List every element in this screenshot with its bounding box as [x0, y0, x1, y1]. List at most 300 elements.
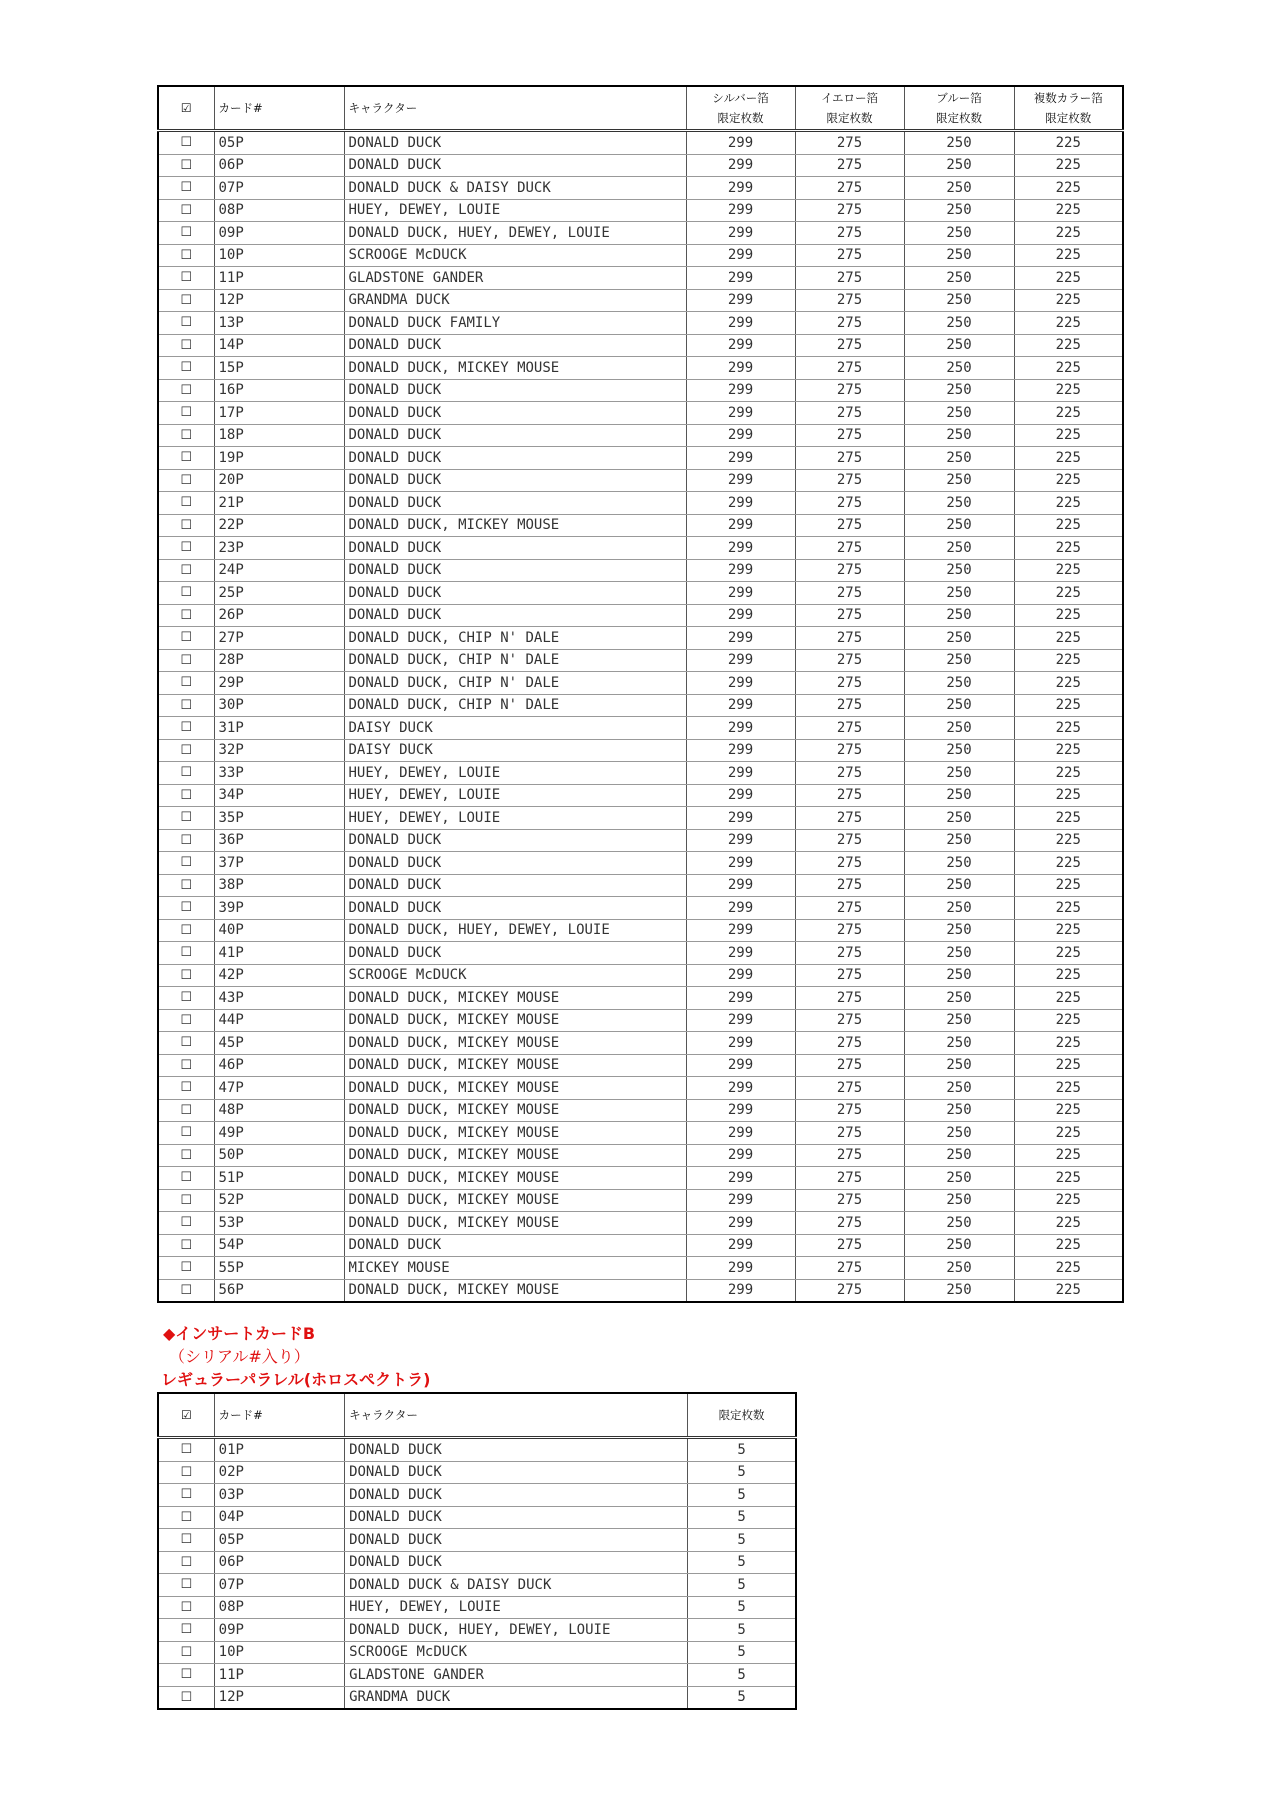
table-row — [158, 1009, 1123, 1032]
multi-color-foil-limit: 225 — [1014, 807, 1123, 830]
row-checkbox[interactable]: ☐ — [158, 424, 214, 447]
multi-color-foil-limit: 225 — [1014, 649, 1123, 672]
card-number: 22P — [214, 514, 344, 537]
row-checkbox[interactable]: ☐ — [158, 762, 214, 785]
character-name: DONALD DUCK — [344, 604, 686, 627]
row-checkbox[interactable]: ☐ — [158, 672, 214, 695]
yellow-foil-limit: 275 — [795, 919, 904, 942]
table-row — [158, 199, 1123, 222]
yellow-foil-limit: 275 — [795, 627, 904, 650]
row-checkbox[interactable]: ☐ — [158, 514, 214, 537]
blue-foil-limit: 250 — [904, 379, 1014, 402]
table-row — [158, 1551, 796, 1574]
row-checkbox[interactable]: ☐ — [158, 694, 214, 717]
row-checkbox[interactable]: ☐ — [158, 222, 214, 245]
silver-foil-limit: 299 — [686, 1144, 795, 1167]
character-name: DONALD DUCK, MICKEY MOUSE — [344, 1212, 686, 1235]
silver-foil-limit: 299 — [686, 1077, 795, 1100]
blue-foil-limit: 250 — [904, 1167, 1014, 1190]
yellow-foil-limit: 275 — [795, 807, 904, 830]
row-checkbox[interactable]: ☐ — [158, 1551, 214, 1574]
card-number: 12P — [214, 1686, 344, 1709]
table-row — [158, 964, 1123, 987]
card-number: 28P — [214, 649, 344, 672]
yellow-foil-limit: 275 — [795, 357, 904, 380]
card-number: 11P — [214, 267, 344, 290]
row-checkbox[interactable]: ☐ — [158, 154, 214, 177]
character-name: HUEY, DEWEY, LOUIE — [344, 762, 686, 785]
multi-color-foil-limit: 225 — [1014, 559, 1123, 582]
card-number-header: カード# — [214, 86, 344, 131]
yellow-foil-limit: 275 — [795, 402, 904, 425]
row-checkbox[interactable]: ☐ — [158, 131, 214, 155]
table-header-row — [158, 1393, 796, 1438]
multi-color-foil-limit: 225 — [1014, 1212, 1123, 1235]
blue-foil-limit: 250 — [904, 131, 1014, 155]
character-name: DONALD DUCK, HUEY, DEWEY, LOUIE — [344, 919, 686, 942]
silver-foil-limit: 299 — [686, 244, 795, 267]
yellow-foil-limit: 275 — [795, 1279, 904, 1302]
multi-color-foil-limit: 225 — [1014, 1099, 1123, 1122]
yellow-foil-limit: 275 — [795, 1234, 904, 1257]
character-name: SCROOGE McDUCK — [344, 964, 686, 987]
silver-foil-limit: 299 — [686, 1167, 795, 1190]
table-row — [158, 717, 1123, 740]
character-name: DONALD DUCK — [345, 1551, 688, 1574]
table-row — [158, 1167, 1123, 1190]
row-checkbox[interactable]: ☐ — [158, 739, 214, 762]
table-row — [158, 222, 1123, 245]
silver-foil-limit: 299 — [686, 1009, 795, 1032]
silver-foil-limit: 299 — [686, 1234, 795, 1257]
row-checkbox[interactable]: ☐ — [158, 492, 214, 515]
row-checkbox[interactable]: ☐ — [158, 1506, 214, 1529]
character-name: DONALD DUCK, HUEY, DEWEY, LOUIE — [345, 1619, 688, 1642]
blue-foil-limit: 250 — [904, 1279, 1014, 1302]
table-row — [158, 1212, 1123, 1235]
row-checkbox[interactable]: ☐ — [158, 1484, 214, 1507]
yellow-foil-limit: 275 — [795, 492, 904, 515]
blue-foil-limit: 250 — [904, 987, 1014, 1010]
card-number: 52P — [214, 1189, 344, 1212]
row-checkbox[interactable]: ☐ — [158, 1212, 214, 1235]
row-checkbox[interactable]: ☐ — [158, 244, 214, 267]
row-checkbox[interactable]: ☐ — [158, 1167, 214, 1190]
row-checkbox[interactable]: ☐ — [158, 942, 214, 965]
table-row — [158, 1054, 1123, 1077]
yellow-foil-limit: 275 — [795, 537, 904, 560]
multi-color-foil-limit: 225 — [1014, 131, 1123, 155]
card-number: 48P — [214, 1099, 344, 1122]
yellow-foil-limit: 275 — [795, 312, 904, 335]
row-checkbox[interactable]: ☐ — [158, 964, 214, 987]
blue-foil-limit: 250 — [904, 964, 1014, 987]
character-name: DONALD DUCK & DAISY DUCK — [345, 1574, 688, 1597]
yellow-foil-limit: 275 — [795, 1122, 904, 1145]
table-row — [158, 649, 1123, 672]
row-checkbox[interactable]: ☐ — [158, 649, 214, 672]
card-number: 06P — [214, 1551, 344, 1574]
blue-foil-limit: 250 — [904, 492, 1014, 515]
blue-foil-limit: 250 — [904, 469, 1014, 492]
card-number: 51P — [214, 1167, 344, 1190]
yellow-foil-limit: 275 — [795, 1099, 904, 1122]
card-number: 02P — [214, 1461, 344, 1484]
character-name: DONALD DUCK — [344, 469, 686, 492]
silver-foil-limit: 299 — [686, 1189, 795, 1212]
multi-color-foil-limit: 225 — [1014, 762, 1123, 785]
row-checkbox[interactable]: ☐ — [158, 1619, 214, 1642]
limit-count: 5 — [688, 1461, 796, 1484]
character-header: キャラクター — [345, 1393, 688, 1438]
card-number-header: カード# — [214, 1393, 344, 1438]
row-checkbox[interactable]: ☐ — [158, 1664, 214, 1687]
card-number: 31P — [214, 717, 344, 740]
multi-color-foil-limit: 225 — [1014, 784, 1123, 807]
blue-foil-limit: 250 — [904, 357, 1014, 380]
row-checkbox[interactable]: ☐ — [158, 1099, 214, 1122]
multi-color-foil-header: 複数カラー箔 限定枚数 — [1014, 86, 1123, 131]
multi-color-foil-limit: 225 — [1014, 897, 1123, 920]
card-number: 53P — [214, 1212, 344, 1235]
table-row — [158, 987, 1123, 1010]
character-name: HUEY, DEWEY, LOUIE — [344, 199, 686, 222]
character-name: DONALD DUCK, MICKEY MOUSE — [344, 357, 686, 380]
silver-foil-limit: 299 — [686, 582, 795, 605]
character-name: DONALD DUCK — [344, 154, 686, 177]
character-name: DONALD DUCK — [344, 852, 686, 875]
table-row — [158, 1077, 1123, 1100]
row-checkbox[interactable]: ☐ — [158, 1144, 214, 1167]
card-number: 37P — [214, 852, 344, 875]
yellow-foil-limit: 275 — [795, 717, 904, 740]
table-row — [158, 1619, 796, 1642]
multi-color-foil-limit: 225 — [1014, 289, 1123, 312]
row-checkbox[interactable]: ☐ — [158, 1257, 214, 1280]
blue-foil-limit: 250 — [904, 1189, 1014, 1212]
blue-foil-limit: 250 — [904, 1212, 1014, 1235]
yellow-foil-limit: 275 — [795, 1167, 904, 1190]
card-number: 10P — [214, 1641, 344, 1664]
silver-foil-limit: 299 — [686, 154, 795, 177]
row-checkbox[interactable]: ☐ — [180, 1282, 193, 1298]
card-number: 19P — [214, 447, 344, 470]
silver-foil-limit: 299 — [686, 492, 795, 515]
table-row — [158, 1234, 1123, 1257]
card-number: 56P — [214, 1279, 344, 1302]
blue-foil-limit: 250 — [904, 447, 1014, 470]
blue-foil-limit: 250 — [904, 1122, 1014, 1145]
character-name: DONALD DUCK — [345, 1506, 688, 1529]
multi-color-foil-limit: 225 — [1014, 1144, 1123, 1167]
row-checkbox[interactable]: ☐ — [158, 919, 214, 942]
row-checkbox[interactable]: ☐ — [158, 582, 214, 605]
blue-foil-limit: 250 — [904, 897, 1014, 920]
character-name: DAISY DUCK — [344, 717, 686, 740]
silver-foil-limit: 299 — [686, 1099, 795, 1122]
multi-color-foil-limit: 225 — [1014, 717, 1123, 740]
blue-foil-limit: 250 — [904, 627, 1014, 650]
table-row — [158, 1144, 1123, 1167]
row-checkbox[interactable]: ☐ — [158, 537, 214, 560]
silver-foil-limit: 299 — [686, 897, 795, 920]
multi-color-foil-limit: 225 — [1014, 222, 1123, 245]
card-number: 44P — [214, 1009, 344, 1032]
row-checkbox[interactable]: ☐ — [158, 402, 214, 425]
blue-foil-limit: 250 — [904, 649, 1014, 672]
row-checkbox[interactable]: ☐ — [158, 1234, 214, 1257]
row-checkbox[interactable]: ☐ — [158, 784, 214, 807]
table-row — [158, 357, 1123, 380]
row-checkbox[interactable]: ☐ — [158, 1461, 214, 1484]
character-name: DONALD DUCK — [344, 897, 686, 920]
check-all-header[interactable]: ☑ — [158, 86, 214, 131]
multi-color-foil-limit: 225 — [1014, 1054, 1123, 1077]
row-checkbox[interactable]: ☐ — [158, 199, 214, 222]
row-checkbox[interactable]: ☐ — [158, 447, 214, 470]
multi-color-foil-limit: 225 — [1014, 1189, 1123, 1212]
row-checkbox[interactable]: ☐ — [158, 267, 214, 290]
row-checkbox[interactable]: ☐ — [158, 379, 214, 402]
card-number: 10P — [214, 244, 344, 267]
card-number: 54P — [214, 1234, 344, 1257]
silver-foil-limit: 299 — [686, 942, 795, 965]
table-row — [158, 469, 1123, 492]
multi-color-foil-limit: 225 — [1014, 357, 1123, 380]
yellow-foil-limit: 275 — [795, 604, 904, 627]
card-number: 34P — [214, 784, 344, 807]
silver-foil-limit: 299 — [686, 537, 795, 560]
table-row — [158, 1122, 1123, 1145]
multi-color-foil-limit: 225 — [1014, 1234, 1123, 1257]
character-header: キャラクター — [344, 86, 686, 131]
card-number: 07P — [214, 177, 344, 200]
table-row — [158, 1257, 1123, 1280]
character-name: DONALD DUCK, HUEY, DEWEY, LOUIE — [344, 222, 686, 245]
blue-foil-limit: 250 — [904, 1054, 1014, 1077]
multi-color-foil-limit: 225 — [1014, 1077, 1123, 1100]
yellow-foil-limit: 275 — [795, 131, 904, 155]
table-row — [158, 1686, 796, 1709]
silver-foil-limit: 299 — [686, 334, 795, 357]
silver-foil-limit: 299 — [686, 131, 795, 155]
card-number: 32P — [214, 739, 344, 762]
yellow-foil-limit: 275 — [795, 897, 904, 920]
row-checkbox[interactable]: ☐ — [158, 177, 214, 200]
row-checkbox[interactable]: ☐ — [158, 559, 214, 582]
character-name: SCROOGE McDUCK — [344, 244, 686, 267]
character-name: DONALD DUCK, CHIP N' DALE — [344, 627, 686, 650]
silver-foil-limit: 299 — [686, 379, 795, 402]
row-checkbox[interactable]: ☐ — [158, 874, 214, 897]
card-number: 16P — [214, 379, 344, 402]
character-name: DONALD DUCK — [344, 402, 686, 425]
character-name: GRANDMA DUCK — [345, 1686, 688, 1709]
row-checkbox[interactable]: ☐ — [158, 1054, 214, 1077]
silver-foil-limit: 299 — [686, 222, 795, 245]
limit-count: 5 — [688, 1438, 796, 1462]
row-checkbox[interactable]: ☐ — [158, 469, 214, 492]
yellow-foil-limit: 275 — [795, 424, 904, 447]
blue-foil-limit: 250 — [904, 334, 1014, 357]
limit-count: 5 — [688, 1619, 796, 1642]
table-row — [158, 627, 1123, 650]
row-checkbox[interactable]: ☐ — [158, 1189, 214, 1212]
row-checkbox[interactable]: ☐ — [158, 1529, 214, 1552]
limit-count: 5 — [688, 1664, 796, 1687]
yellow-foil-limit: 275 — [795, 1009, 904, 1032]
character-name: DONALD DUCK — [344, 334, 686, 357]
blue-foil-limit: 250 — [904, 1257, 1014, 1280]
table-row — [158, 1529, 796, 1552]
table-row — [158, 131, 1123, 155]
card-number: 39P — [214, 897, 344, 920]
card-number: 36P — [214, 829, 344, 852]
multi-color-foil-limit: 225 — [1014, 177, 1123, 200]
table-row — [158, 1438, 796, 1462]
blue-foil-header: ブルー箔 限定枚数 — [904, 86, 1014, 131]
character-name: DONALD DUCK, MICKEY MOUSE — [344, 1054, 686, 1077]
card-number: 24P — [214, 559, 344, 582]
row-checkbox[interactable]: ☐ — [158, 357, 214, 380]
blue-foil-limit: 250 — [904, 919, 1014, 942]
row-checkbox[interactable]: ☐ — [158, 1596, 214, 1619]
card-number: 06P — [214, 154, 344, 177]
table-row — [158, 1574, 796, 1597]
check-all-header[interactable]: ☑ — [158, 1393, 214, 1438]
blue-foil-limit: 250 — [904, 784, 1014, 807]
character-name: GRANDMA DUCK — [344, 289, 686, 312]
character-name: DONALD DUCK, MICKEY MOUSE — [344, 987, 686, 1010]
silver-foil-limit: 299 — [686, 784, 795, 807]
blue-foil-limit: 250 — [904, 1099, 1014, 1122]
row-checkbox[interactable]: ☐ — [158, 717, 214, 740]
yellow-foil-limit: 275 — [795, 267, 904, 290]
blue-foil-limit: 250 — [904, 1234, 1014, 1257]
multi-color-foil-limit: 225 — [1014, 739, 1123, 762]
blue-foil-limit: 250 — [904, 402, 1014, 425]
character-name: DONALD DUCK, MICKEY MOUSE — [344, 1077, 686, 1100]
table-row — [158, 942, 1123, 965]
card-number: 33P — [214, 762, 344, 785]
blue-foil-limit: 250 — [904, 1077, 1014, 1100]
blue-foil-limit: 250 — [904, 424, 1014, 447]
silver-foil-limit: 299 — [686, 919, 795, 942]
yellow-foil-limit: 275 — [795, 852, 904, 875]
character-name: HUEY, DEWEY, LOUIE — [345, 1596, 688, 1619]
table-row — [158, 672, 1123, 695]
blue-foil-limit: 250 — [904, 807, 1014, 830]
row-checkbox[interactable]: ☐ — [158, 1077, 214, 1100]
row-checkbox[interactable]: ☐ — [158, 334, 214, 357]
card-number: 26P — [214, 604, 344, 627]
table-row — [158, 154, 1123, 177]
character-name: DONALD DUCK & DAISY DUCK — [344, 177, 686, 200]
card-number: 35P — [214, 807, 344, 830]
yellow-foil-limit: 275 — [795, 199, 904, 222]
character-name: DONALD DUCK — [344, 559, 686, 582]
silver-foil-limit: 299 — [686, 1257, 795, 1280]
card-number: 42P — [214, 964, 344, 987]
silver-foil-limit: 299 — [686, 604, 795, 627]
character-name: DONALD DUCK — [345, 1438, 688, 1462]
blue-foil-limit: 250 — [904, 177, 1014, 200]
blue-foil-limit: 250 — [904, 762, 1014, 785]
silver-foil-limit: 299 — [686, 672, 795, 695]
silver-foil-limit: 299 — [686, 402, 795, 425]
insert-card-checklist-table — [157, 1392, 797, 1710]
table-row — [158, 604, 1123, 627]
yellow-foil-limit: 275 — [795, 874, 904, 897]
blue-foil-limit: 250 — [904, 582, 1014, 605]
row-checkbox[interactable]: ☐ — [158, 897, 214, 920]
table-row — [158, 1596, 796, 1619]
yellow-foil-limit: 275 — [795, 784, 904, 807]
row-checkbox[interactable]: ☐ — [158, 627, 214, 650]
yellow-foil-limit: 275 — [795, 244, 904, 267]
card-number: 11P — [214, 1664, 344, 1687]
row-checkbox[interactable]: ☐ — [158, 852, 214, 875]
character-name: DONALD DUCK, MICKEY MOUSE — [344, 1167, 686, 1190]
card-number: 03P — [214, 1484, 344, 1507]
card-number: 38P — [214, 874, 344, 897]
multi-color-foil-limit: 225 — [1014, 1122, 1123, 1145]
table-row — [158, 1641, 796, 1664]
blue-foil-limit: 250 — [904, 604, 1014, 627]
yellow-foil-limit: 275 — [795, 514, 904, 537]
table-row — [158, 537, 1123, 560]
multi-color-foil-limit: 225 — [1014, 1032, 1123, 1055]
silver-foil-limit: 299 — [686, 469, 795, 492]
table-row — [158, 762, 1123, 785]
card-number: 50P — [214, 1144, 344, 1167]
character-name: HUEY, DEWEY, LOUIE — [344, 807, 686, 830]
card-number: 25P — [214, 582, 344, 605]
row-checkbox[interactable]: ☐ — [158, 1641, 214, 1664]
table-row — [158, 919, 1123, 942]
row-checkbox[interactable]: ☐ — [158, 312, 214, 335]
row-checkbox[interactable]: ☐ — [158, 1122, 214, 1145]
row-checkbox[interactable]: ☐ — [158, 829, 214, 852]
table-row — [158, 897, 1123, 920]
row-checkbox[interactable]: ☐ — [158, 1438, 214, 1462]
character-name: DONALD DUCK, MICKEY MOUSE — [344, 1189, 686, 1212]
multi-color-foil-limit: 225 — [1014, 424, 1123, 447]
table-row — [158, 447, 1123, 470]
multi-color-foil-limit: 225 — [1014, 334, 1123, 357]
row-checkbox[interactable]: ☐ — [180, 1689, 193, 1705]
silver-foil-limit: 299 — [686, 559, 795, 582]
multi-color-foil-limit: 225 — [1014, 154, 1123, 177]
yellow-foil-limit: 275 — [795, 154, 904, 177]
multi-color-foil-limit: 225 — [1014, 874, 1123, 897]
row-checkbox[interactable]: ☐ — [158, 987, 214, 1010]
row-checkbox[interactable]: ☐ — [158, 1009, 214, 1032]
card-checklist-table — [157, 85, 1124, 1303]
yellow-foil-limit: 275 — [795, 649, 904, 672]
row-checkbox[interactable]: ☐ — [158, 807, 214, 830]
row-checkbox[interactable]: ☐ — [158, 289, 214, 312]
row-checkbox[interactable]: ☐ — [158, 1574, 214, 1597]
table-row — [158, 1461, 796, 1484]
card-number: 09P — [214, 1619, 344, 1642]
silver-foil-limit: 299 — [686, 694, 795, 717]
table-row — [158, 267, 1123, 290]
character-name: DONALD DUCK — [344, 874, 686, 897]
row-checkbox[interactable]: ☐ — [158, 1032, 214, 1055]
row-checkbox[interactable]: ☐ — [158, 604, 214, 627]
multi-color-foil-limit: 225 — [1014, 672, 1123, 695]
